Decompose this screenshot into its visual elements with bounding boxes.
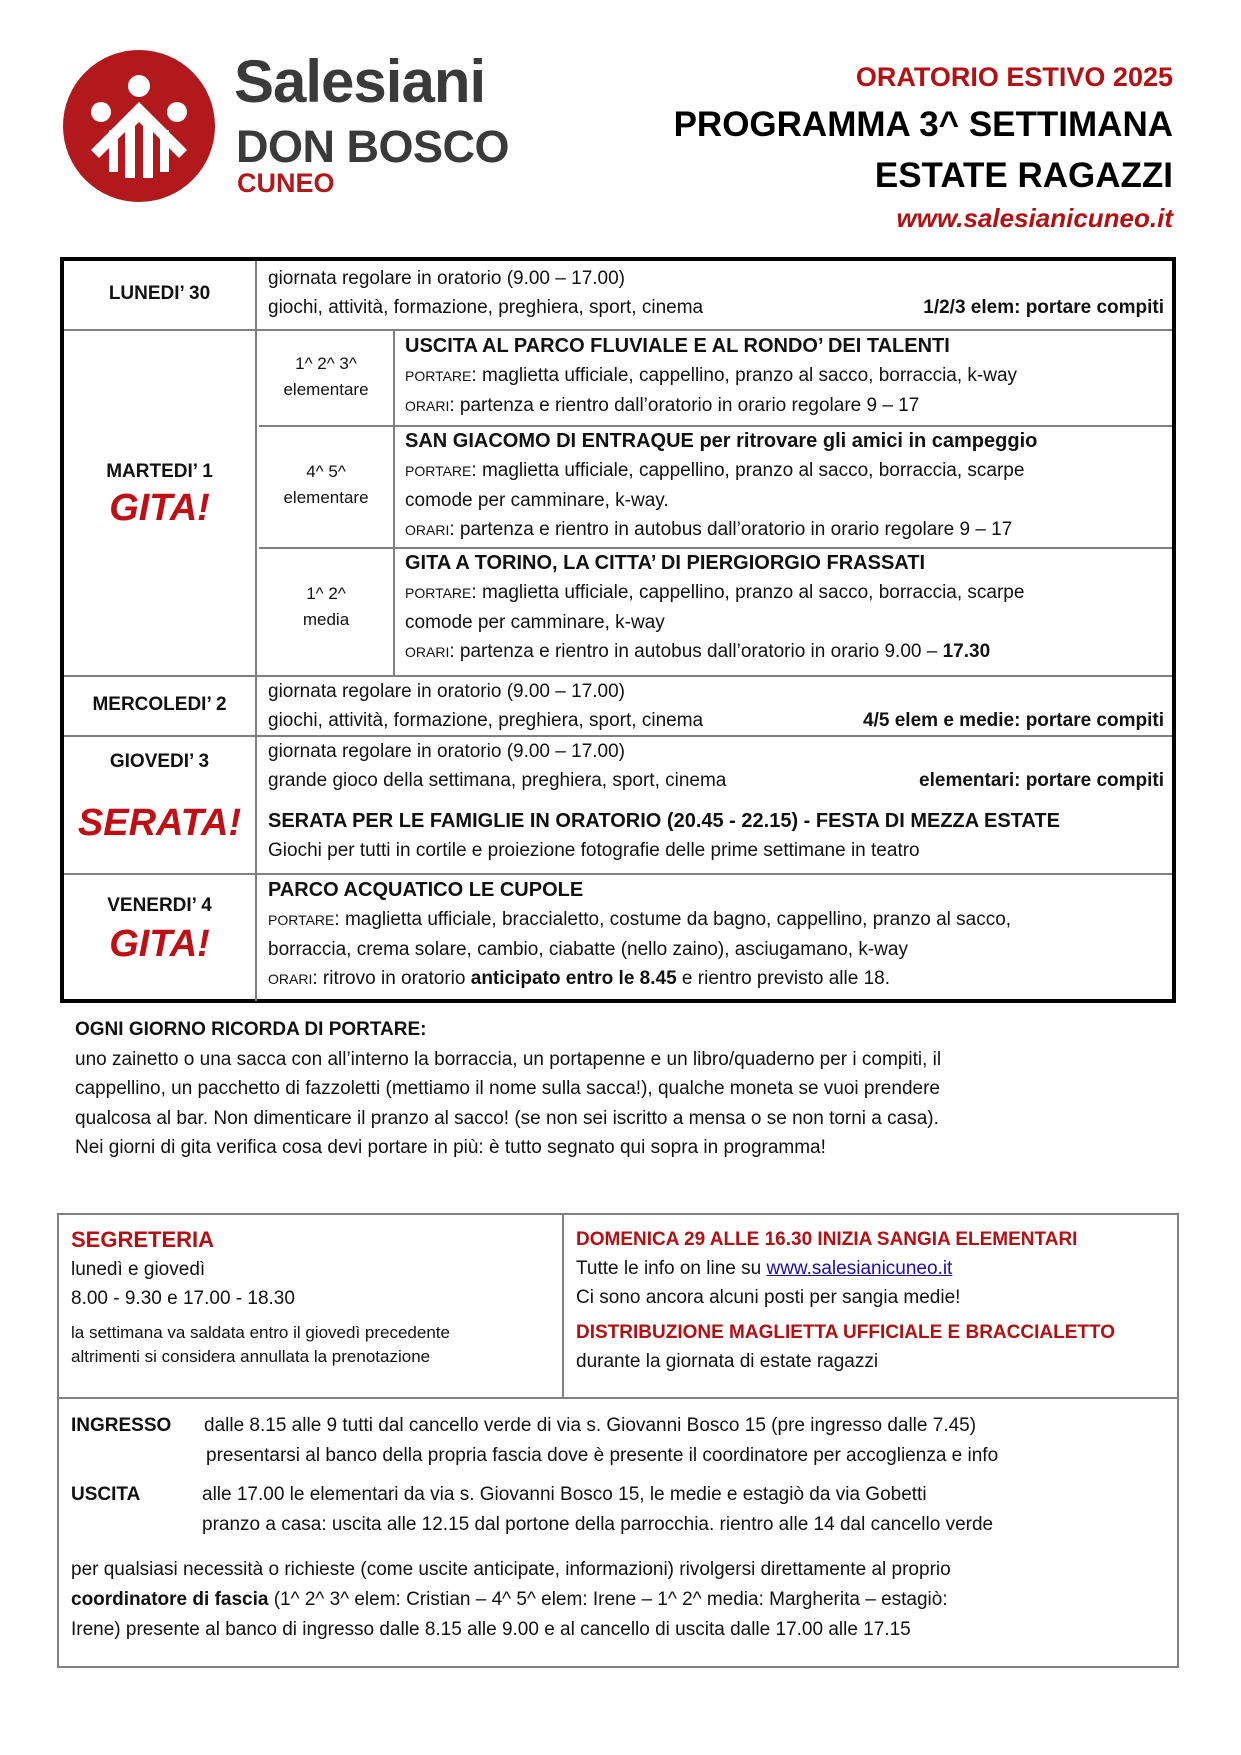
schedule-row-monday	[64, 261, 1172, 329]
logo-don-bosco: DON BOSCO	[236, 121, 510, 172]
portare-label: PORTARE	[405, 368, 472, 384]
grade-cell	[259, 549, 395, 677]
activity-line	[268, 293, 1164, 322]
day-cell-monday	[64, 261, 257, 329]
uscita-label: USCITA	[71, 1484, 141, 1505]
schedule-row-tuesday	[64, 329, 1172, 677]
ingresso-label: INGRESSO	[71, 1415, 172, 1436]
grade-cell	[259, 331, 395, 425]
content-cell-monday	[259, 261, 1172, 329]
salesian-figures-icon	[63, 50, 215, 202]
trip-content	[396, 549, 1172, 677]
orari-label: ORARI	[405, 398, 450, 414]
trip-title-bold: SAN GIACOMO DI ENTRAQUE	[405, 430, 694, 452]
content-cell-wednesday	[259, 677, 1172, 737]
grade-line: media	[302, 610, 350, 629]
activity-line: giornata regolare in oratorio (9.00 – 17.00)	[268, 681, 626, 702]
info-top-section	[59, 1215, 1177, 1399]
content-cell-friday	[259, 875, 1172, 1001]
uscita-row-2: pranzo a casa: uscita alle 12.15 dal portone della parrocchia. rientro alle 14 dal cancello verde	[202, 1514, 994, 1535]
segreteria-note: altrimenti si considera annullata la prenotazione	[71, 1347, 431, 1366]
homework-note: elementari: portare compiti	[919, 770, 1164, 791]
orari-line	[405, 391, 1172, 421]
distribution-title: DISTRIBUZIONE MAGLIETTA UFFICIALE E BRACCIALETTO	[576, 1322, 1116, 1343]
orari-text: : partenza e rientro in autobus dall’oratorio in orario 9.00 –	[449, 641, 943, 662]
orari-label: ORARI	[268, 971, 313, 987]
header-oratorio: ORATORIO ESTIVO 2025	[855, 62, 1173, 92]
day-name: VENERDI’ 4	[107, 895, 212, 916]
logo-emblem	[63, 50, 215, 202]
info-online-text: Tutte le info on line su	[576, 1258, 767, 1279]
portare-text: : maglietta ufficiale, braccialetto, costume da bagno, cappellino, pranzo al sacco,	[334, 909, 1012, 930]
header-programma: PROGRAMMA 3^ SETTIMANA	[673, 105, 1173, 144]
reminder-line: uno zainetto o una sacca con all’interno la borraccia, un portapenne e un libro/quaderno per i compiti, il	[75, 1048, 942, 1070]
uscita-text: alle 17.00 le elementari da via s. Giovanni Bosco 15, le medie e estagiò da via Gobetti	[202, 1484, 927, 1505]
day-cell-wednesday	[64, 677, 257, 737]
grade-line: 1^ 2^ 3^	[295, 354, 357, 373]
orari-line	[405, 515, 1172, 545]
reminder-line: qualcosa al bar. Non dimenticare il pranzo al sacco! (se non sei iscritto a mensa o se non torni a casa).	[75, 1107, 939, 1129]
reminder-heading: OGNI GIORNO RICORDA DI PORTARE:	[75, 1019, 427, 1040]
activity-line: giornata regolare in oratorio (9.00 – 17.00)	[268, 741, 626, 762]
orari-bold: 17.30	[942, 641, 991, 662]
grade-line: elementare	[283, 380, 369, 399]
content-cell-thursday	[259, 737, 1172, 875]
schedule-row-friday	[64, 873, 1172, 1001]
uscita-row	[71, 1480, 927, 1510]
logo-cuneo: CUNEO	[237, 168, 335, 198]
day-cell-thursday	[64, 737, 257, 875]
orari-text: : partenza e rientro dall’oratorio in orario regolare 9 – 17	[449, 395, 920, 416]
schedule-row-thursday	[64, 735, 1172, 875]
contact-line: per qualsiasi necessità o richieste (come uscite anticipate, informazioni) rivolgersi direttamente al proprio	[71, 1559, 951, 1580]
orari-line	[268, 964, 1164, 994]
trip-group-2	[259, 425, 1172, 549]
distribution-text: durante la giornata di estate ragazzi	[576, 1351, 879, 1372]
header-website-link[interactable]: www.salesianicuneo.it	[896, 203, 1173, 233]
schedule-table	[60, 257, 1176, 1003]
coordinator-label: coordinatore di fascia	[71, 1589, 269, 1610]
info-box	[57, 1213, 1179, 1668]
header-estate-ragazzi: ESTATE RAGAZZI	[874, 156, 1173, 195]
grade-cell	[259, 427, 395, 549]
portare-label: PORTARE	[405, 463, 472, 479]
info-online-line	[576, 1254, 1177, 1283]
day-name: MARTEDI’ 1	[106, 461, 213, 482]
orari-label: ORARI	[405, 644, 450, 660]
homework-note: 1/2/3 elem: portare compiti	[923, 297, 1164, 318]
day-name: GIOVEDI’ 3	[109, 751, 210, 772]
segreteria-days: lunedì e giovedì	[71, 1259, 206, 1280]
trip-content	[396, 331, 1172, 425]
sangia-medie-note: Ci sono ancora alcuni posti per sangia medie!	[576, 1287, 961, 1308]
announcements-panel	[566, 1215, 1177, 1397]
portare-line	[405, 361, 1172, 391]
logo-salesiani: Salesiani	[234, 48, 486, 115]
portare-cont-line: comode per camminare, k-way	[405, 612, 665, 633]
trip-group-3	[259, 547, 1172, 677]
segreteria-panel	[59, 1215, 564, 1397]
orari-label: ORARI	[405, 522, 450, 538]
trip-tag: GITA!	[109, 923, 210, 965]
activity-line	[268, 706, 1164, 735]
grade-line: 1^ 2^	[306, 584, 346, 603]
portare-line	[405, 578, 1172, 608]
orari-text-end: e rientro previsto alle 18.	[676, 968, 890, 989]
ingresso-text: dalle 8.15 alle 9 tutti dal cancello verde di via s. Giovanni Bosco 15 (pre ingresso dalle 7.45)	[204, 1415, 977, 1436]
contact-line	[71, 1585, 948, 1615]
day-name: LUNEDI’ 30	[108, 283, 211, 304]
ingresso-row-2: presentarsi al banco della propria fascia dove è presente il coordinatore per accoglienza e info	[206, 1445, 999, 1466]
trip-title: PARCO ACQUATICO LE CUPOLE	[268, 879, 584, 901]
trip-content	[396, 427, 1172, 549]
portare-label: PORTARE	[405, 585, 472, 601]
day-cell-tuesday	[64, 331, 257, 677]
sangia-title: DOMENICA 29 ALLE 16.30 INIZIA SANGIA ELEMENTARI	[576, 1229, 1078, 1250]
orari-text: : ritrovo in oratorio	[312, 968, 471, 989]
segreteria-note: la settimana va saldata entro il giovedì precedente	[71, 1323, 450, 1342]
ingresso-row	[71, 1411, 976, 1441]
trip-group-1	[259, 331, 1172, 425]
portare-text: : maglietta ufficiale, cappellino, pranzo al sacco, borraccia, scarpe	[471, 582, 1025, 603]
orari-text: : partenza e rientro in autobus dall’oratorio in orario regolare 9 – 17	[449, 519, 1013, 540]
coordinator-list: (1^ 2^ 3^ elem: Cristian – 4^ 5^ elem: Irene – 1^ 2^ media: Margherita – estagiò:	[268, 1589, 948, 1610]
trip-title	[405, 427, 1172, 456]
portare-label: PORTARE	[268, 912, 335, 928]
segreteria-title: SEGRETERIA	[71, 1227, 215, 1252]
activity-line	[268, 766, 1164, 795]
orari-bold: anticipato entro le 8.45	[470, 968, 677, 989]
segreteria-hours: 8.00 - 9.30 e 17.00 - 18.30	[71, 1288, 295, 1309]
portare-cont-line: comode per camminare, k-way.	[405, 490, 669, 511]
grade-line: elementare	[283, 488, 369, 507]
activity-text: grande gioco della settimana, preghiera, sport, cinema	[268, 770, 727, 791]
info-bottom-section	[59, 1399, 1177, 1666]
evening-tag: SERATA!	[77, 802, 242, 844]
homework-note: 4/5 elem e medie: portare compiti	[863, 710, 1164, 731]
day-name: MERCOLEDI’ 2	[92, 694, 227, 715]
reminder-line: Nei giorni di gita verifica cosa devi portare in più: è tutto segnato qui sopra in programma!	[75, 1137, 826, 1158]
contact-line: Irene) presente al banco di ingresso dalle 8.15 alle 9.00 e al cancello di uscita dalle 17.00 alle 17.15	[71, 1619, 911, 1640]
trip-title-rest: per ritrovare gli amici in campeggio	[693, 430, 1038, 452]
trip-title: GITA A TORINO, LA CITTA’ DI PIERGIORGIO FRASSATI	[405, 552, 926, 574]
evening-text: Giochi per tutti in cortile e proiezione fotografie delle prime settimane in teatro	[268, 840, 920, 861]
trip-title: USCITA AL PARCO FLUVIALE E AL RONDO’ DEI TALENTI	[405, 335, 950, 357]
daily-reminder	[75, 1015, 1175, 1163]
reminder-line: cappellino, un pacchetto di fazzoletti (mettiamo il nome sulla sacca!), qualche moneta se vuoi prendere	[75, 1078, 940, 1099]
activity-text: giochi, attività, formazione, preghiera, sport, cinema	[268, 297, 704, 318]
portare-text: : maglietta ufficiale, cappellino, pranzo al sacco, borraccia, scarpe	[471, 460, 1025, 481]
activity-text: giochi, attività, formazione, preghiera, sport, cinema	[268, 710, 704, 731]
day-cell-friday	[64, 875, 257, 1001]
website-link[interactable]: www.salesianicuneo.it	[766, 1258, 953, 1279]
portare-line	[405, 456, 1172, 486]
evening-title: SERATA PER LE FAMIGLIE IN ORATORIO (20.45 - 22.15) - FESTA DI MEZZA ESTATE	[268, 810, 1060, 832]
schedule-row-wednesday	[64, 675, 1172, 737]
orari-line	[405, 637, 1172, 667]
portare-cont-line: borraccia, crema solare, cambio, ciabatte (nello zaino), asciugamano, k-way	[268, 939, 908, 960]
portare-line	[268, 905, 1164, 935]
grade-line: 4^ 5^	[306, 462, 346, 481]
trip-tag: GITA!	[109, 487, 210, 529]
portare-text: : maglietta ufficiale, cappellino, pranzo al sacco, borraccia, k-way	[471, 365, 1018, 386]
activity-line: giornata regolare in oratorio (9.00 – 17.00)	[268, 268, 626, 289]
